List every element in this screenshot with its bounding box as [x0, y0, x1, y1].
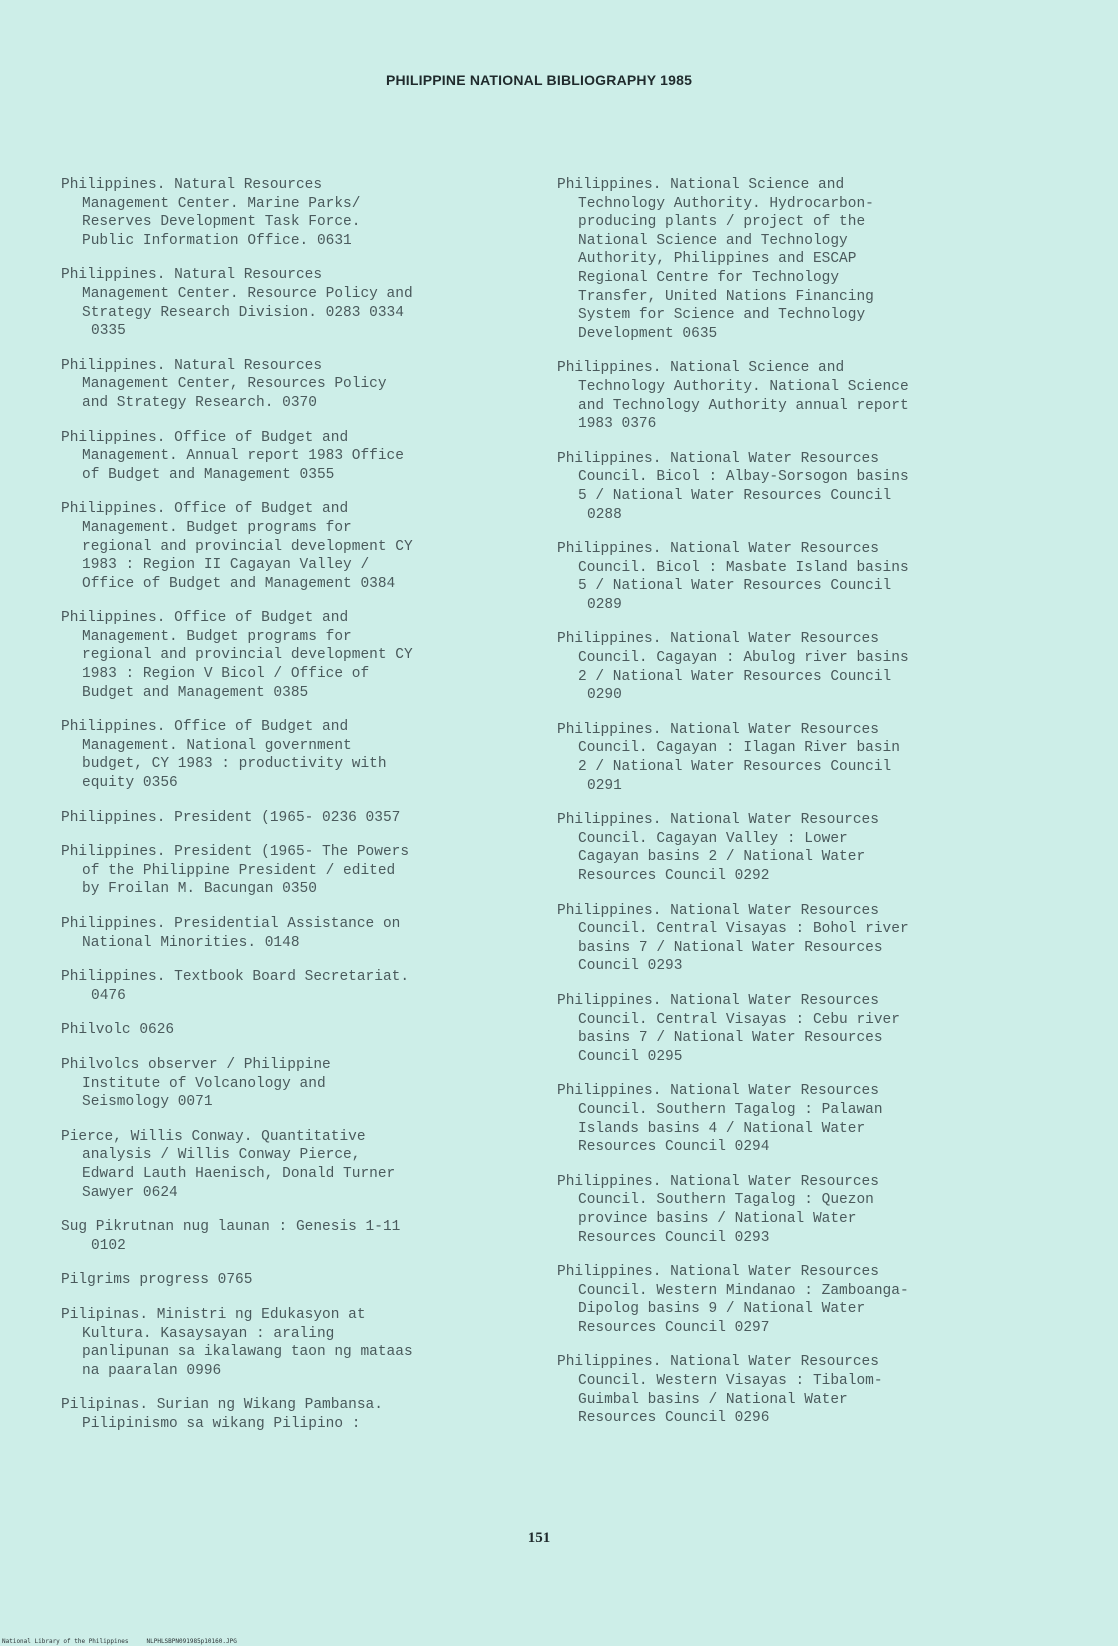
entry-line: regional and provincial development CY [82, 538, 413, 555]
bibliography-entry [557, 1263, 1027, 1337]
bibliography-entry [557, 176, 1027, 343]
entry-line: Philippines. Textbook Board Secretariat. [61, 969, 410, 986]
entry-line: 1983 : Region II Cagayan Valley / [82, 557, 370, 574]
entry-line: Pilipinas. Ministri ng Edukasyon at [61, 1306, 366, 1323]
entry-line: National Science and Technology [578, 232, 848, 249]
entry-line: Management. Annual report 1983 Office [82, 448, 404, 465]
entry-line: Reserves Development Task Force. [82, 214, 361, 231]
entry-line: Management. Budget programs for [82, 519, 352, 536]
entry-line: Philippines. National Science and [557, 360, 845, 377]
entry-line: Philippines. National Science and [557, 177, 845, 193]
entry-line: Guimbal basins / National Water [578, 1391, 848, 1408]
entry-line: Council. Southern Tagalog : Palawan [578, 1101, 883, 1118]
entry-line: Philippines. National Water Resources [557, 1354, 879, 1371]
entry-line: basins 7 / National Water Resources [578, 939, 883, 956]
entry-line: panlipunan sa ikalawang taon ng mataas [82, 1344, 413, 1361]
entry-line: Management Center. Marine Parks/ [82, 195, 361, 212]
entry-line: Philippines. National Water Resources [557, 721, 879, 738]
entry-line: Resources Council 0292 [578, 868, 770, 884]
bibliography-entry [61, 1271, 531, 1290]
bibliography-entry [557, 721, 1027, 795]
entry-line: Council. Central Visayas : Bohol river [578, 921, 909, 938]
bibliography-entry [557, 1173, 1027, 1247]
entry-line: Council. Southern Tagalog : Quezon [578, 1192, 874, 1209]
entry-line: System for Science and Technology [578, 307, 866, 324]
bibliography-entry [557, 1353, 1027, 1427]
entry-line: Transfer, United Nations Financing [578, 288, 874, 305]
entry-line: Philippines. National Water Resources [557, 541, 879, 558]
entry-line: Philippines. National Water Resources [557, 450, 879, 467]
entry-line: 0291 [587, 777, 622, 794]
entry-line: Pierce, Willis Conway. Quantitative [61, 1128, 366, 1145]
entry-line: Council. Cagayan Valley : Lower [578, 830, 848, 847]
entry-line: Management Center. Resource Policy and [82, 285, 413, 302]
entry-line: of Budget and Management 0355 [82, 466, 335, 483]
entry-line: Council. Cagayan : Abulog river basins [578, 650, 909, 667]
entry-line: Philippines. Natural Resources [61, 357, 323, 374]
entry-line: Technology Authority. National Science [578, 378, 909, 395]
bibliography-entry [557, 359, 1027, 433]
entry-line: Resources Council 0294 [578, 1139, 770, 1156]
entry-line: Philippines. Office of Budget and [61, 719, 349, 736]
entry-line: Islands basins 4 / National Water [578, 1120, 866, 1137]
bottom-edge [0, 1646, 1118, 1650]
entry-line: 0289 [587, 596, 622, 613]
entry-line: Philippines. Office of Budget and [61, 429, 349, 446]
entry-line: 1983 0376 [578, 416, 657, 433]
entry-line: 0290 [587, 687, 622, 704]
entry-line: and Technology Authority annual report [578, 397, 909, 414]
right-column [557, 176, 1027, 1444]
entry-line: Management Center, Resources Policy [82, 376, 387, 393]
bibliography-entry [557, 811, 1027, 885]
entry-line: 0476 [91, 987, 126, 1004]
entry-line: by Froilan M. Bacungan 0350 [82, 881, 317, 898]
entry-line: Strategy Research Division. 0283 0334 [82, 304, 404, 321]
entry-line: Council 0295 [578, 1048, 683, 1065]
entry-line: budget, CY 1983 : productivity with [82, 756, 387, 773]
bibliography-entry [557, 1082, 1027, 1156]
entry-line: analysis / Willis Conway Pierce, [82, 1147, 361, 1164]
bibliography-entry [61, 809, 531, 828]
entry-line: Philvolc 0626 [61, 1022, 175, 1039]
entry-line: Sawyer 0624 [82, 1184, 178, 1201]
entry-line: Council. Bicol : Albay-Sorsogon basins [578, 469, 909, 486]
entry-line: Philippines. National Water Resources [557, 1083, 879, 1100]
entry-line: na paaralan 0996 [82, 1362, 222, 1379]
entry-line: Philippines. Presidential Assistance on [61, 916, 401, 932]
page-header: PHILIPPINE NATIONAL BIBLIOGRAPHY 1985 [385, 72, 693, 88]
entry-line: Sug Pikrutnan nug launan : Genesis 1-11 [61, 1219, 401, 1236]
entry-line: Council. Western Visayas : Tibalom- [578, 1373, 883, 1390]
bibliography-entry [557, 902, 1027, 976]
entry-line: Public Information Office. 0631 [82, 232, 352, 249]
entry-line: producing plants / project of the [578, 214, 866, 231]
entry-line: Resources Council 0297 [578, 1319, 770, 1336]
entry-line: Philippines. President (1965- The Powers [61, 844, 410, 861]
entry-line: Philippines. Natural Resources [61, 177, 323, 193]
left-column [61, 176, 531, 1449]
bibliography-entry [557, 992, 1027, 1066]
entry-line: equity 0356 [82, 775, 178, 792]
entry-line: Edward Lauth Haenisch, Donald Turner [82, 1165, 396, 1182]
bibliography-entry [61, 266, 531, 340]
entry-line: Philippines. National Water Resources [557, 1264, 879, 1281]
bibliography-entry [61, 1218, 531, 1255]
entry-line: Pilipinismo sa wikang Pilipino : [82, 1415, 361, 1432]
entry-line: Cagayan basins 2 / National Water [578, 849, 866, 866]
entry-line: Institute of Volcanology and [82, 1075, 326, 1092]
entry-line: National Minorities. 0148 [82, 934, 300, 951]
entry-line: Resources Council 0296 [578, 1410, 770, 1427]
entry-line: of the Philippine President / edited [82, 862, 396, 879]
entry-line: Pilgrims progress 0765 [61, 1272, 253, 1289]
entry-line: Council. Bicol : Masbate Island basins [578, 559, 909, 576]
entry-line: 5 / National Water Resources Council [578, 487, 892, 504]
bibliography-entry [61, 1128, 531, 1202]
entry-line: Council. Central Visayas : Cebu river [578, 1011, 900, 1028]
entry-line: 5 / National Water Resources Council [578, 578, 892, 595]
entry-line: 0335 [91, 323, 126, 340]
bibliography-entry [61, 357, 531, 413]
entry-line: Technology Authority. Hydrocarbon- [578, 195, 874, 212]
entry-line: Pilipinas. Surian ng Wikang Pambansa. [61, 1397, 383, 1414]
entry-line: Seismology 0071 [82, 1094, 213, 1111]
entry-line: Philippines. National Water Resources [557, 1173, 879, 1190]
bibliography-entry [61, 915, 531, 952]
entry-line: 0288 [587, 506, 622, 523]
entry-line: Resources Council 0293 [578, 1229, 770, 1246]
entry-line: Council 0293 [578, 958, 683, 975]
entry-line: basins 7 / National Water Resources [578, 1030, 883, 1047]
entry-line: 0102 [91, 1237, 126, 1254]
bibliography-entry [61, 500, 531, 593]
entry-line: Authority, Philippines and ESCAP [578, 251, 857, 268]
entry-line: Budget and Management 0385 [82, 684, 309, 701]
entry-line: Regional Centre for Technology [578, 269, 840, 286]
entry-line: Philippines. National Water Resources [557, 902, 879, 919]
entry-line: Philippines. Office of Budget and [61, 610, 349, 627]
entry-line: Development 0635 [578, 325, 718, 342]
entry-line: Management. National government [82, 737, 352, 754]
entry-line: Office of Budget and Management 0384 [82, 575, 396, 592]
bibliography-entry [61, 176, 531, 250]
bibliography-entry [61, 1306, 531, 1380]
entry-line: Philippines. Natural Resources [61, 267, 323, 284]
entry-line: 2 / National Water Resources Council [578, 759, 892, 776]
entry-line: regional and provincial development CY [82, 647, 413, 664]
entry-line: Council. Cagayan : Ilagan River basin [578, 740, 900, 757]
entry-line: Philippines. Office of Budget and [61, 501, 349, 518]
entry-line: Dipolog basins 9 / National Water [578, 1301, 866, 1318]
bibliography-entry [61, 609, 531, 702]
bibliography-entry [61, 429, 531, 485]
entry-line: 2 / National Water Resources Council [578, 668, 892, 685]
entry-line: Philippines. National Water Resources [557, 631, 879, 648]
bibliography-entry [61, 718, 531, 792]
entry-line: Management. Budget programs for [82, 628, 352, 645]
entry-line: 1983 : Region V Bicol / Office of [82, 666, 370, 683]
entry-line: province basins / National Water [578, 1210, 857, 1227]
entry-line: Philvolcs observer / Philippine [61, 1056, 331, 1073]
bibliography-entry [557, 450, 1027, 524]
bibliography-entry [557, 540, 1027, 614]
page-number: 151 [527, 1530, 551, 1546]
bibliography-entry [61, 1056, 531, 1112]
bibliography-entry [61, 843, 531, 899]
entry-line: Philippines. President (1965- 0236 0357 [61, 809, 401, 826]
bibliography-entry [61, 1396, 531, 1433]
bibliography-entry [61, 968, 531, 1005]
bibliography-entry [557, 630, 1027, 704]
entry-line: Council. Western Mindanao : Zamboanga- [578, 1282, 909, 1299]
bibliography-entry [61, 1021, 531, 1040]
entry-line: Philippines. National Water Resources [557, 992, 879, 1009]
scan-footer: National Library of the Philippines NLPHLSBPN091985p10160.JPG [2, 1638, 237, 1645]
entry-line: Kultura. Kasaysayan : araling [82, 1325, 335, 1342]
entry-line: and Strategy Research. 0370 [82, 394, 317, 411]
entry-line: Philippines. National Water Resources [557, 812, 879, 829]
